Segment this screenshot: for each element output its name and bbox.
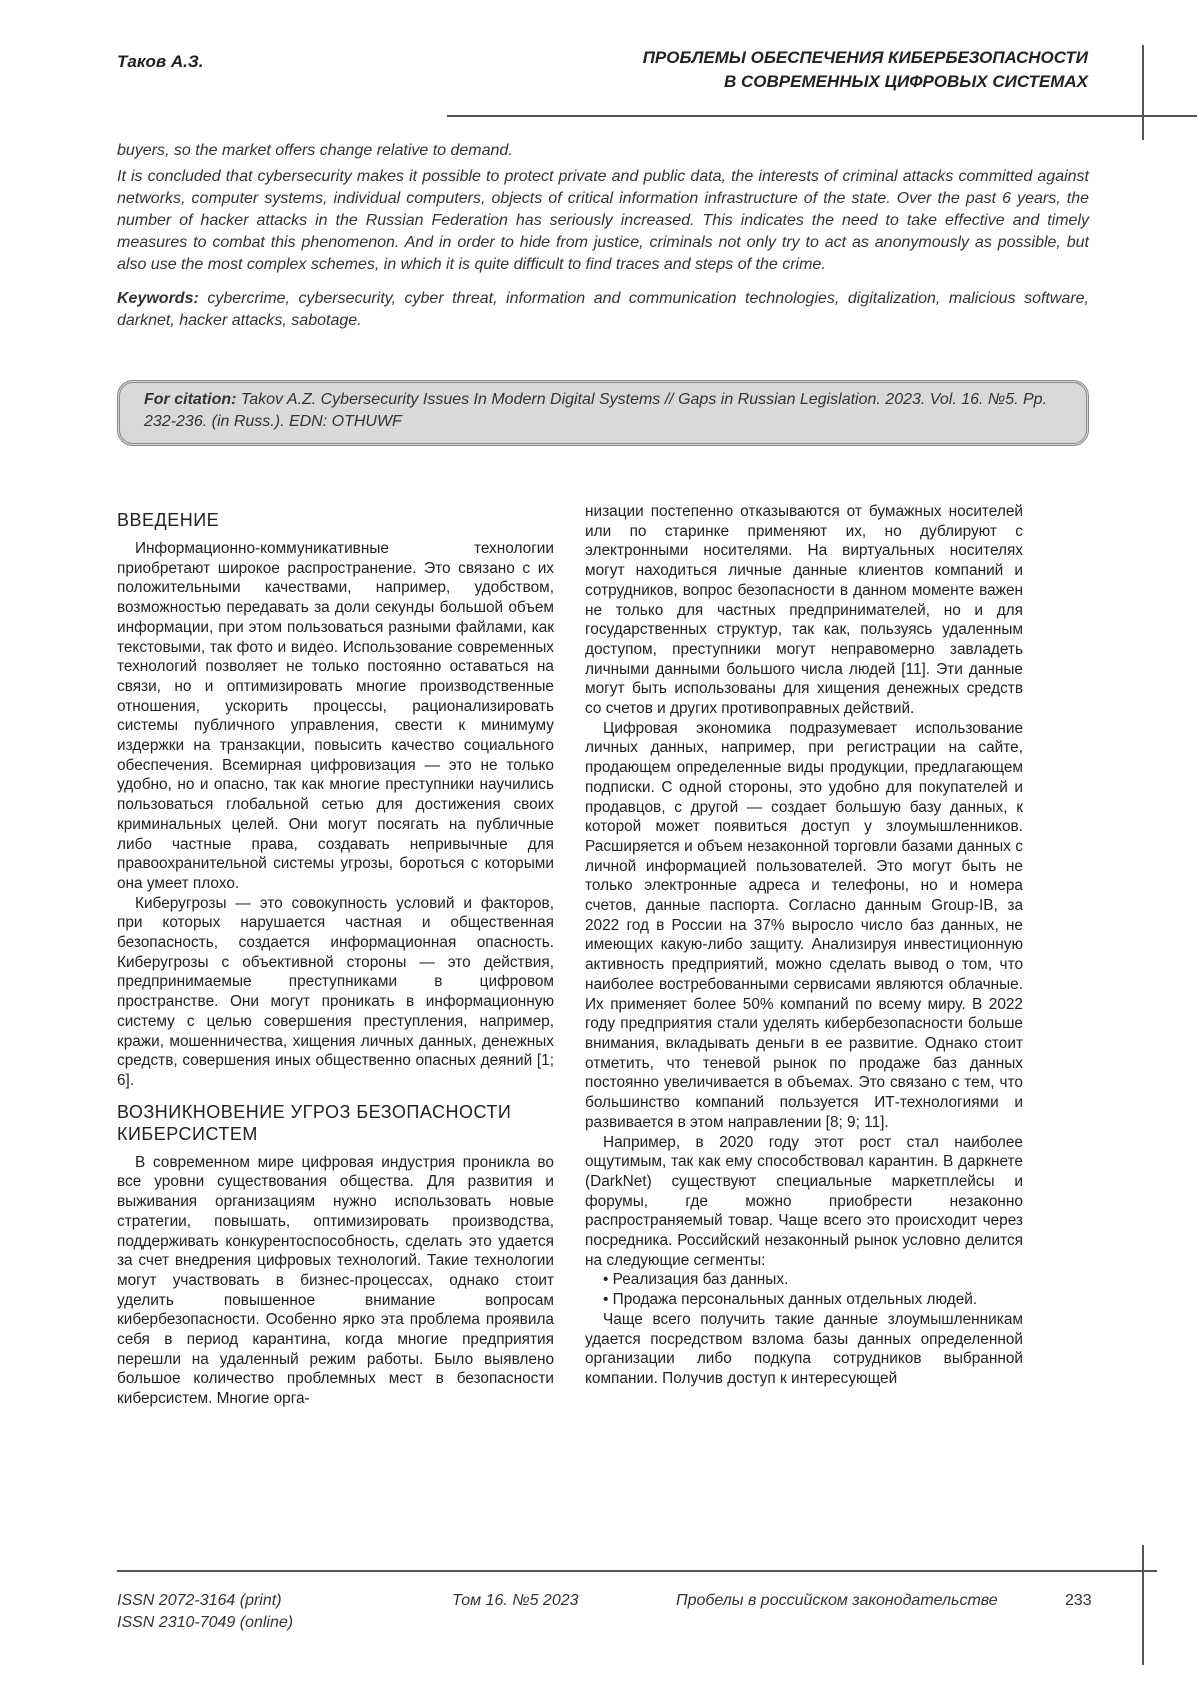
section-heading: ВОЗНИКНОВЕНИЕ УГРОЗ БЕЗОПАСНОСТИ КИБЕРСИСТЕМ <box>117 1101 554 1145</box>
volume-issue: Том 16. №5 2023 <box>452 1590 579 1612</box>
list-item: • Реализация баз данных. <box>585 1270 1023 1290</box>
issn-print: ISSN 2072-3164 (print) <box>117 1590 293 1612</box>
abstract-paragraph: buyers, so the market offers change relative to demand. <box>117 140 1089 162</box>
citation-box <box>117 380 1089 446</box>
paragraph: Информационно-коммуникативные технологии приобретают широкое распространение. Это связано с их положительными качествами, например, удобством, возможностью передавать за доли секунды большой объем информации, при этом пользоваться разными файлами, как текстовыми, так фото и видео. Использование современных технологий позволяет не только постоянно оставаться на связи, но и оптимизировать многие производственные отношения, ускорить процессы, рационализировать системы публичного управления, свести к минимуму издержки на транзакции, повысить качество социального обеспечения. Всемирная цифровизация — это не только удобно, но и опасно, так как многие преступники научились пользоваться глобальной сетью для достижения своих криминальных целей. Они могут посягать на публичные либо частные права, создавать непривычные для правоохранительной системы угрозы, бороться с которыми она умеет плохо. <box>117 539 554 894</box>
author-name: Таков А.З. <box>117 52 203 72</box>
running-title <box>643 46 1088 94</box>
issn-block <box>117 1590 293 1634</box>
paragraph: Киберугрозы — это совокупность условий и факторов, при которых нарушается частная и общественная безопасность, создается информационная опасность. Киберугрозы с объективной стороны — это действия, предпринимаемые преступниками в цифровом пространстве. Они могут проникать в информационную систему с целью совершения преступления, например, кражи, мошенничества, хищения личных данных, денежных средств, совершения иных общественно опасных деяний [1; 6]. <box>117 894 554 1091</box>
right-column <box>585 502 1023 1389</box>
citation-label: For citation: <box>144 391 236 408</box>
bullet-list <box>585 1270 1023 1309</box>
footer-rule <box>117 1570 1157 1572</box>
footer-vertical-rule <box>1142 1545 1144 1665</box>
page-number: 233 <box>1065 1590 1092 1612</box>
list-item: • Продажа персональных данных отдельных людей. <box>585 1290 1023 1310</box>
journal-name: Пробелы в российском законодательстве <box>676 1590 998 1612</box>
abstract-paragraph: It is concluded that cybersecurity makes it possible to protect private and public data, the interests of criminal attacks committed against networks, computer systems, individual computers, objects of critical information infrastructure of the state. Over the past 6 years, the number of hacker attacks in the Russian Federation has seriously increased. This indicates the need to take effective and timely measures to combat this phenomenon. And in order to hide from justice, criminals not only try to act as anonymously as possible, but also use the most complex schemes, in which it is quite difficult to find traces and steps of the crime. <box>117 166 1089 276</box>
header-rule <box>447 115 1197 117</box>
paragraph: низации постепенно отказываются от бумажных носителей или по старинке применяют их, но дублируют с электронными носителями. На виртуальных носителях могут находиться личные данные клиентов компаний и сотрудников, вопрос безопасности в данном моменте важен не только для частных предпринимателей, но и для государственных структур, так как, пользуясь удаленным доступом, преступники могут неправомерно завладеть личными данными большого числа людей [11]. Эти данные могут быть использованы для хищения денежных средств со счетов и других противоправных действий. <box>585 502 1023 719</box>
issn-online: ISSN 2310-7049 (online) <box>117 1612 293 1634</box>
keywords-label: Keywords: <box>117 290 199 307</box>
header-vertical-rule <box>1142 45 1144 140</box>
keywords <box>117 288 1089 332</box>
section-heading: ВВЕДЕНИЕ <box>117 509 554 531</box>
paragraph: Чаще всего получить такие данные злоумышленникам удается посредством взлома базы данных определенной организации либо подкупа сотрудников выбранной компании. Получив доступ к интересующей <box>585 1310 1023 1389</box>
paragraph: В современном мире цифровая индустрия проникла во все уровни существования общества. Для развития и выживания организациям нужно использовать новые стратегии, повышать, оптимизировать производства, поддерживать конкурентоспособность, сделать это удается за счет внедрения цифровых технологий. Такие технологии могут участвовать в бизнес-процессах, однако стоит уделить повышенное внимание вопросам кибербезопасности. Особенно ярко эта проблема проявила себя в период карантина, когда многие предприятия перешли на удаленный режим работы. Было выявлено большое количество проблемных мест в безопасности киберсистем. Многие орга- <box>117 1153 554 1409</box>
running-title-line: В СОВРЕМЕННЫХ ЦИФРОВЫХ СИСТЕМАХ <box>643 70 1088 94</box>
keywords-text: cybercrime, cybersecurity, cyber threat, information and communication technologies, digitalization, malicious software, darknet, hacker attacks, sabotage. <box>117 290 1089 329</box>
running-title-line: ПРОБЛЕМЫ ОБЕСПЕЧЕНИЯ КИБЕРБЕЗОПАСНОСТИ <box>643 46 1088 70</box>
abstract <box>117 140 1089 336</box>
left-column <box>117 505 554 1409</box>
paragraph: Например, в 2020 году этот рост стал наиболее ощутимым, так как ему способствовал карантин. В даркнете (DarkNet) существуют специальные маркетплейсы и форумы, где можно приобрести незаконно распространяемый товар. Чаще всего это происходит через посредника. Российский незаконный рынок условно делится на следующие сегменты: <box>585 1133 1023 1271</box>
paragraph: Цифровая экономика подразумевает использование личных данных, например, при регистрации на сайте, продающем определенные виды продукции, предлагающем подписки. С одной стороны, это удобно для покупателей и продавцов, с другой — создает большую базу данных, к которой может появиться доступ у злоумышленников. Расширяется и объем незаконной торговли базами данных с личной информацией пользователей. Это могут быть не только электронные адреса и телефоны, но и номера счетов, данные паспорта. Согласно данным Group-IB, за 2022 год в России на 37% выросло число баз данных, не имеющих какую-либо защиту. Анализируя инвестиционную активность предприятий, можно сделать вывод о том, что наиболее востребованными сервисами являются облачные. Их применяет более 50% компаний по всему миру. В 2022 году предприятия стали уделять кибербезопасности больше внимания, вкладывать деньги в ее развитие. Однако стоит отметить, что теневой рынок по продаже баз данных постоянно увеличивается в объемах. Это связано с тем, что большинство компаний пользуется ИТ-технологиями и развивается в этом направлении [8; 9; 11]. <box>585 719 1023 1133</box>
citation-text: Takov A.Z. Cybersecurity Issues In Modern Digital Systems // Gaps in Russian Legislation. 2023. Vol. 16. №5. Pp. 232-236. (in Russ.). EDN: OTHUWF <box>144 391 1047 430</box>
